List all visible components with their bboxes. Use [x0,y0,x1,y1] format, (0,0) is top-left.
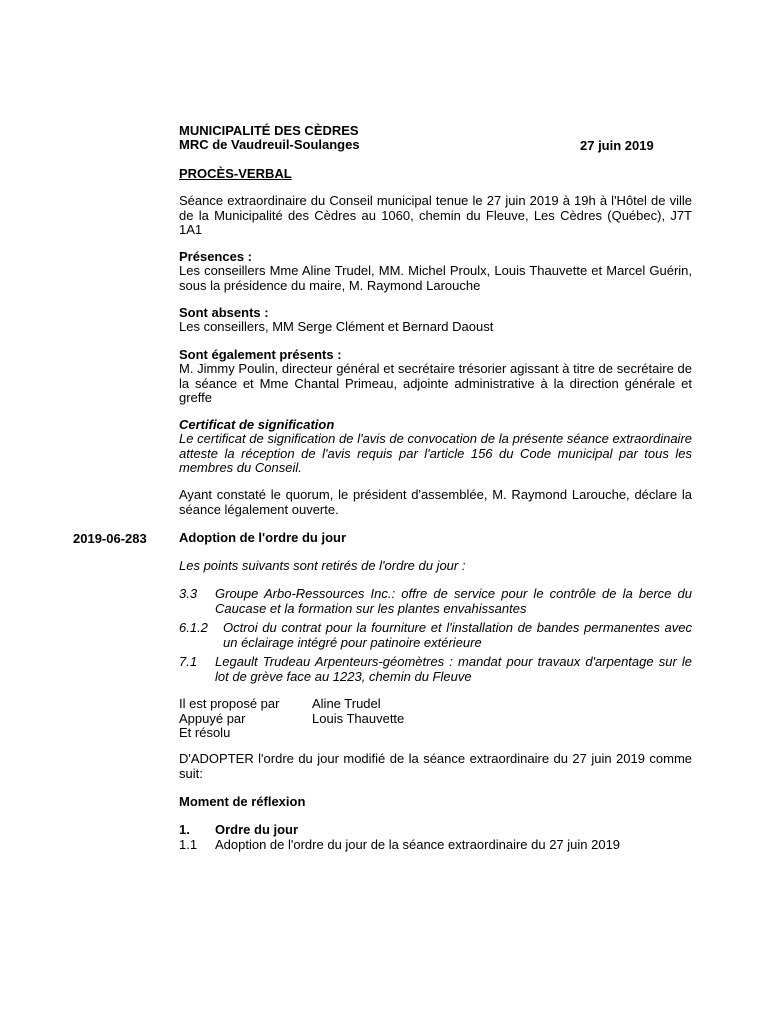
removed-item-number: 6.1.2 [179,620,208,635]
removed-item-text: Legault Trudeau Arpenteurs-géomètres : mandat pour travaux d'arpentage sur le lot de grève face au 1223, chemin du Fleuve [215,654,692,684]
quorum-text: Ayant constaté le quorum, le président d'assemblée, M. Raymond Larouche, déclare la séance légalement ouverte. [179,487,692,517]
removed-item-number: 3.3 [179,586,198,601]
proposed-label: Il est proposé par [179,696,280,711]
agenda-section-title: Ordre du jour [215,822,299,837]
removed-item-text: Octroi du contrat pour la fourniture et l'installation de bandes permanentes avec un éclairage intégré pour patinoire extérieure [223,620,692,650]
vote-block [179,697,479,741]
document-type: PROCÈS-VERBAL [179,166,292,181]
resolution-number: 2019-06-283 [73,531,147,546]
presences-text: Les conseillers Mme Aline Trudel, MM. Michel Proulx, Louis Thauvette et Marcel Guérin, sous la présidence du maire, M. Raymond Larouche [179,263,692,293]
removed-item-text: Groupe Arbo-Ressources Inc.: offre de service pour le contrôle de la berce du Caucase et la formation sur les plantes envahissantes [215,586,692,616]
intro-paragraph: Séance extraordinaire du Conseil municipal tenue le 27 juin 2019 à 19h à l'Hôtel de ville de la Municipalité des Cèdres au 1060, chemin du Fleuve, Les Cèdres (Québec), J7T 1A1 [179,193,692,237]
also-present-text: M. Jimmy Poulin, directeur général et secrétaire trésorier agissant à titre de secrétaire de la séance et Mme Chantal Primeau, adjointe administrative à la direction générale et greffe [179,361,692,405]
removed-item [179,621,692,651]
municipality-name: MUNICIPALITÉ DES CÈDRES [179,123,359,138]
agenda-section [179,823,692,852]
meeting-date: 27 juin 2019 [580,138,654,153]
removed-item [179,587,692,617]
certificat-text: Le certificat de signification de l'avis de convocation de la présente séance extraordinaire atteste la réception de l'avis requis par l'article 156 du Code municipal par tous les membres du Conseil. [179,431,692,475]
seconded-by: Louis Thauvette [312,710,405,726]
certificat-heading: Certificat de signification [179,417,335,432]
agenda-section-number: 1. [179,822,190,837]
removed-item [179,655,692,685]
agenda-item-number: 1.1 [179,836,198,852]
agenda-item-title: Adoption de l'ordre du jour de la séance extraordinaire du 27 juin 2019 [215,836,621,852]
resolution-title: Adoption de l'ordre du jour [179,530,347,545]
resolved-label: Et résolu [179,725,231,740]
mrc-name: MRC de Vaudreuil-Soulanges [179,137,360,152]
removed-intro: Les points suivants sont retirés de l'ordre du jour : [179,558,466,573]
absents-heading: Sont absents : [179,305,269,320]
moment-reflexion: Moment de réflexion [179,794,306,809]
seconded-label: Appuyé par [179,710,246,726]
adopt-text: D'ADOPTER l'ordre du jour modifié de la séance extraordinaire du 27 juin 2019 comme suit: [179,751,692,781]
presences-heading: Présences : [179,249,252,264]
proposed-by: Aline Trudel [312,696,381,711]
removed-item-number: 7.1 [179,654,198,669]
also-present-heading: Sont également présents : [179,347,342,362]
absents-text: Les conseillers, MM Serge Clément et Bernard Daoust [179,319,494,334]
